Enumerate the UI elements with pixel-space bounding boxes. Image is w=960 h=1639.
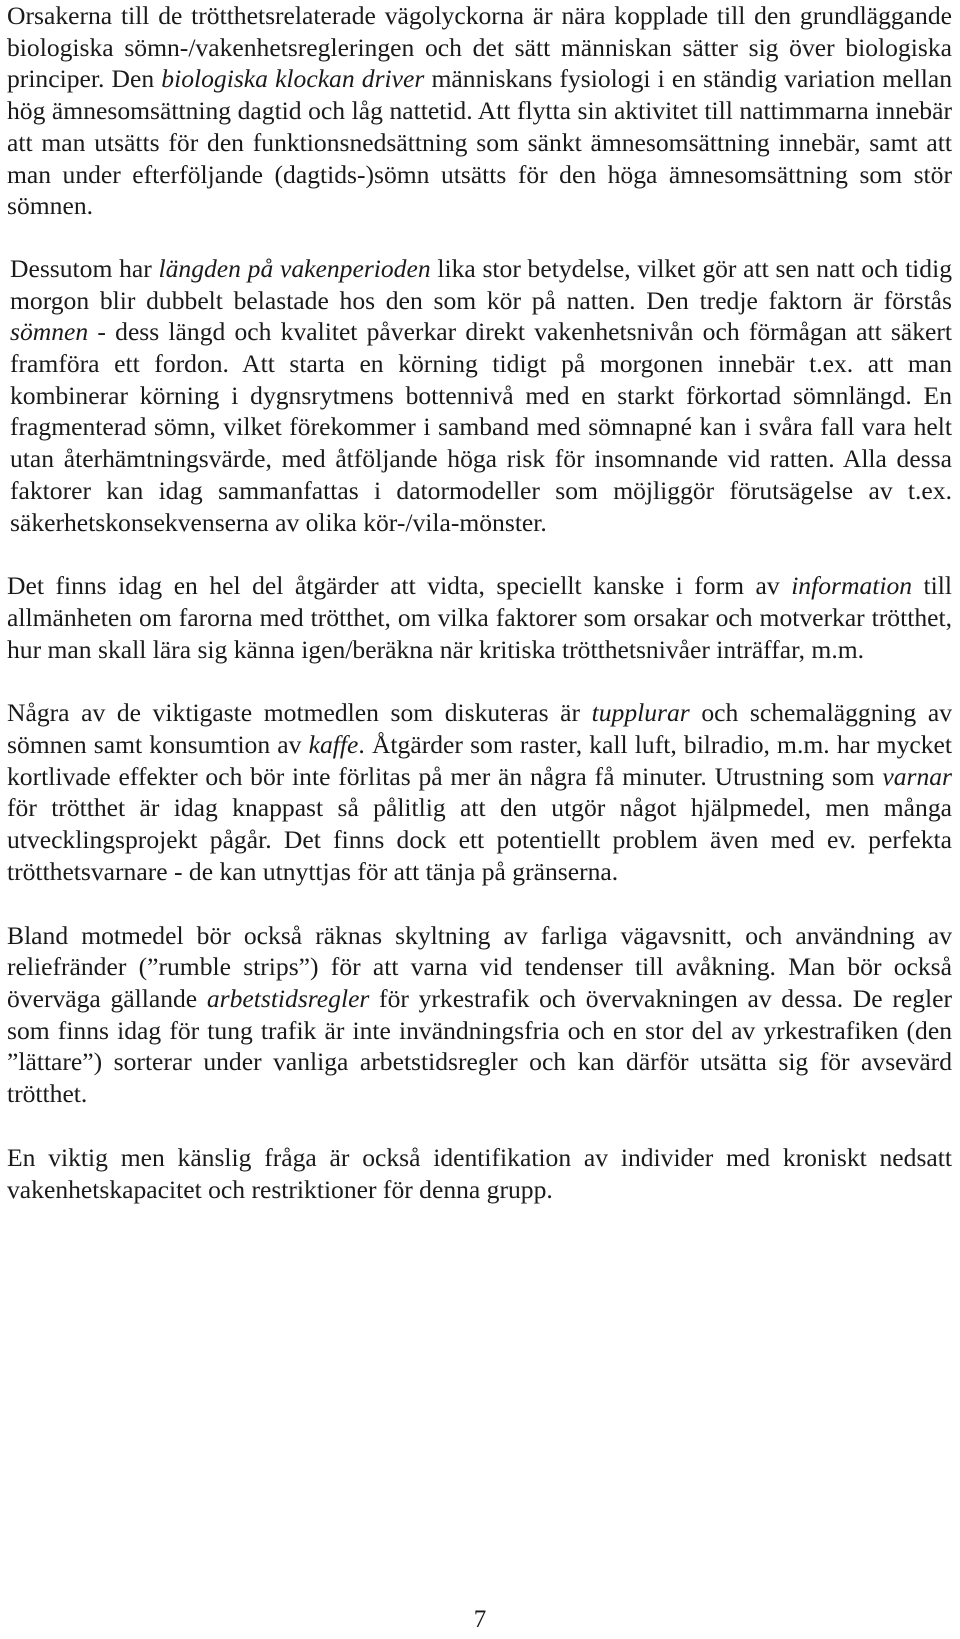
text-run: Bland motmedel bör också räknas skyltning av farliga vägavsnitt, och användning av reliefränder (”rumble strips”) för att varna vid tendenser till avåkning. Man bör också överväga gällande xyxy=(7,920,952,1013)
italic-text-run: biologiska klockan driver xyxy=(161,64,425,94)
italic-text-run: sömnen xyxy=(10,317,89,347)
text-run: En viktig men känslig fråga är också identifikation av individer med kroniskt nedsatt vakenhetskapacitet och restriktioner för denna grupp. xyxy=(7,1142,952,1204)
text-run: för yrkestrafik och övervakningen av dessa. De regler som finns idag för tung trafik är inte invändningsfria och en stor del av yrkestrafiken (den ”lättare”) sorterar under vanliga arbetstidsregler och kan därför utsätta sig för avsevärd trötthet. xyxy=(7,983,952,1109)
paragraph-6 xyxy=(7,1142,952,1205)
text-run: . Åtgärder som raster, kall luft, bilradio, m.m. har mycket kortlivade effekter och bör inte förlitas på mer än några få minuter. Utrustning som xyxy=(7,730,953,791)
text-run: Det finns idag en hel del åtgärder att vidta, speciellt kanske i form av xyxy=(7,571,792,601)
paragraph-1 xyxy=(7,0,952,222)
text-run: människans fysiologi i en ständig variation mellan hög ämnesomsättning dagtid och låg nattetid. Att flytta sin aktivitet till nattimmarna innebär att man utsätts för den funktionsnedsättning som sänkt ämnesomsättning innebär, samt att man under efterföljande (dagtids-)sömn utsätts för den höga ämnesomsättning som stör sömnen. xyxy=(7,64,953,221)
italic-text-run: information xyxy=(791,571,913,601)
text-run: Orsakerna till de trötthetsrelaterade vägolyckorna är nära kopplade till den grundläggande biologiska sömn-/vakenhetsregleringen och det sätt människan sätter sig över biologiska principer. Den xyxy=(7,1,952,94)
paragraph-3 xyxy=(7,570,952,665)
page-number: 7 xyxy=(473,1606,487,1633)
text-run: för trötthet är idag knappast så pålitlig att den utgör något hjälpmedel, men många utvecklingsprojekt pågår. Det finns dock ett potentiellt problem även med ev. perfekta trötthetsvarnare - de kan utnyttjas för att tänja på gränserna. xyxy=(7,793,952,886)
text-run: lika stor betydelse, vilket gör att sen natt och tidig morgon blir dubbelt belastade hos den som kör på natten. Den tredje faktorn är förstås xyxy=(10,253,952,315)
text-run: Några av de viktigaste motmedlen som diskuteras är xyxy=(7,698,592,728)
text-run: till allmänheten om farorna med trötthet, om vilka faktorer som orsakar och motverkar trötthet, hur man skall lära sig känna igen/beräkna när kritiska trötthetsnivåer inträffar, m.m. xyxy=(7,571,953,664)
italic-text-run: arbetstidsregler xyxy=(206,983,370,1013)
italic-text-run: varnar xyxy=(882,761,952,791)
paragraph-4 xyxy=(7,697,952,887)
text-run: - dess längd och kvalitet påverkar direkt vakenhetsnivån och förmågan att säkert framföra ett fordon. Att starta en körning tidigt på morgonen innebär t.ex. att man kombinerar körning i dygnsrytmens bottennivå med en starkt förkortad sömnlängd. En fragmenterad sömn, vilket förekommer i samband med sömnapné kan i svåra fall vara helt utan återhämtningsvärde, med åtföljande höga risk för insomnande vid ratten. Alla dessa faktorer kan idag sammanfattas i datormodeller som möjliggör förutsägelse av t.ex. säkerhetskonsekvenserna av olika kör-/vila-mönster. xyxy=(10,317,952,537)
paragraph-5 xyxy=(7,920,952,1110)
italic-text-run: kaffe xyxy=(308,730,359,760)
italic-text-run: tupplurar xyxy=(591,698,690,728)
italic-text-run: längden på vakenperioden xyxy=(158,253,431,283)
paragraph-2 xyxy=(7,253,952,538)
text-run: och schemaläggning av sömnen samt konsumtion av xyxy=(7,698,952,760)
text-run: Dessutom har xyxy=(10,253,159,283)
